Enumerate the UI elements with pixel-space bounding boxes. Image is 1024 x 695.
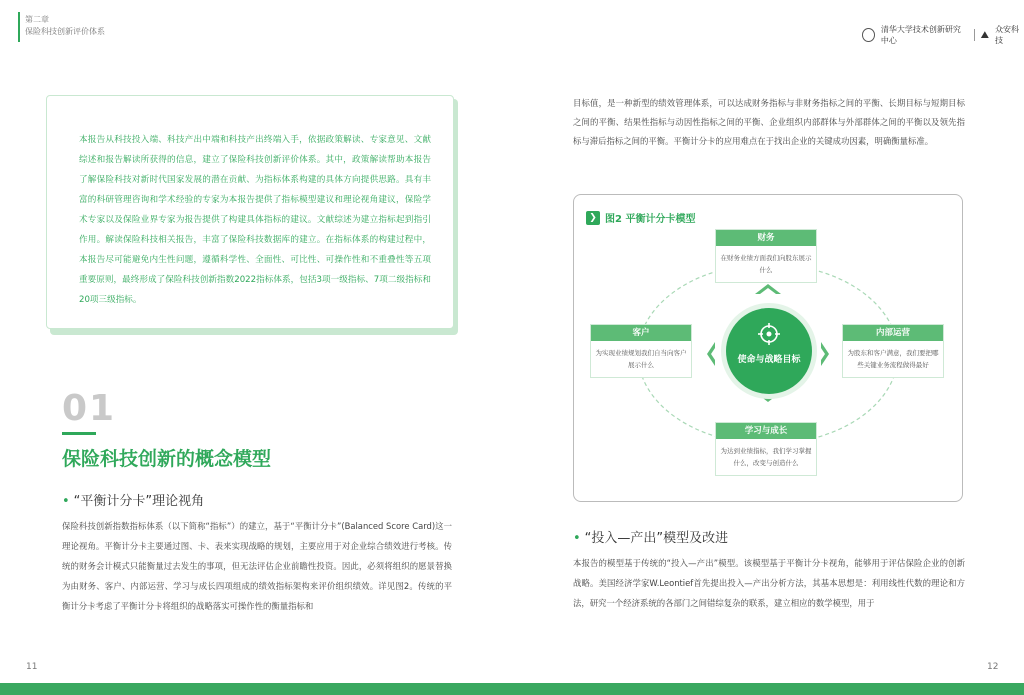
header-accent-bar (18, 12, 20, 42)
card-internal-title: 内部运营 (843, 325, 943, 341)
card-internal (842, 324, 944, 378)
summary-box (46, 95, 454, 329)
logo-mountain-icon: ⛰ (980, 29, 990, 41)
chapter-subtitle: 保险科技创新评价体系 (25, 27, 105, 36)
card-learning (715, 422, 817, 476)
bullet-dot-icon: • (573, 531, 581, 546)
section-number-underline (62, 432, 96, 435)
right-subtitle-text: “投入—产出”模型及改进 (584, 531, 729, 546)
logo-divider (974, 29, 975, 41)
center-label: 使命与战略目标 (737, 355, 801, 365)
card-finance-desc: 在财务业绩方面我们向股东展示什么 (720, 254, 812, 274)
arrow-up-icon (755, 284, 781, 294)
summary-text: 本报告从科技投入端、科技产出中端和科技产出终端入手，依据政策解读、专家意见、文献综述和报告解读所获得的信息，建立了保险科技创新评价体系。其中，政策解读帮助本报告了解保险科技对新时代国家发展的潜在贡献、为指标体系构建的具体方向提供思路。具有丰富的科研管理咨询和学术经验的专家为本报告提供了指标模型建议和理论视角建议，保险学术专家以及保险业界专家为报告提供了构建具体指标的建议。文献综述为建立指标起到指引作用。解读保险科技相关报告，丰富了保险科技数据库的建立。在指标体系的构建过程中，本报告尽可能避免内生性问题，遵循科学性、全面性、可比性、可操作性和不重叠性等五项重要原则，最终形成了保险科技创新指数2022指标体系，包括3项一级指标、7项二级指标和20项三级指标。 (79, 135, 431, 305)
section-subtitle (62, 490, 204, 509)
card-learning-desc: 为达到业绩指标，我们学习掌握什么，改变与创造什么 (720, 447, 812, 467)
section-subtitle-text: “平衡计分卡”理论视角 (73, 494, 205, 509)
card-finance-title: 财务 (716, 230, 816, 246)
header-logos (862, 24, 1024, 46)
card-internal-desc: 为股东和客户满意，我们要把哪些关键业务流程做得最好 (847, 349, 939, 369)
section-title: 保险科技创新的概念模型 (62, 448, 272, 470)
figure-chevron-icon: ❯ (586, 211, 600, 225)
arrow-right-icon (821, 342, 829, 366)
card-customer-title: 客户 (591, 325, 691, 341)
figure-title-text: 图2 平衡计分卡模型 (605, 214, 696, 225)
chapter-label: 第二章 (25, 15, 49, 24)
right-subtitle (573, 527, 728, 546)
card-customer (590, 324, 692, 378)
right-body-text-1: 目标值，是一种新型的绩效管理体系，可以达成财务指标与非财务指标之间的平衡、长期目标与短期目标之间的平衡、结果性指标与动因性指标之间的平衡、企业组织内部群体与外部群体之间的平衡以及领先指标与滞后指标之间的平衡。平衡计分卡的应用难点在于找出企业的关键成功因素，明确衡量标准。 (573, 98, 965, 146)
left-body-text: 保险科技创新指数指标体系（以下简称“指标”）的建立，基于“平衡计分卡”(Balanced Score Card)这一理论视角。平衡计分卡主要通过图、卡、表来实现战略的规划，主要应用于对企业综合绩效进行考核。传统的财务会计模式只能衡量过去发生的事项，但无法评估企业前瞻性投资。因此，必须将组织的愿景替换为由财务、客户、内部运营、学习与成长四项组成的绩效指标架构来评价组织绩效。详见图2。传统的平衡计分卡考虑了平衡计分卡将组织的战略落实可操作性的衡量指标和 (62, 521, 452, 611)
section-number: 01 (62, 388, 117, 429)
page-number-right: 12 (987, 662, 999, 672)
tsinghua-seal-icon (862, 28, 875, 42)
center-circle (726, 308, 812, 394)
card-customer-desc: 为实现业绩规划我们自当向客户展示什么 (595, 349, 687, 369)
logo-text-1: 清华大学技术创新研究中心 (880, 25, 961, 45)
bullet-dot-icon: • (62, 494, 70, 509)
arrow-left-icon (707, 342, 715, 366)
card-finance (715, 229, 817, 283)
page-number-left: 11 (26, 662, 38, 672)
card-learning-title: 学习与成长 (716, 423, 816, 439)
footer-bar (0, 683, 1024, 695)
right-body-text-2: 本报告的模型基于传统的“投入—产出”模型。该模型基于平衡计分卡视角，能够用于评估保险企业的创新战略。美国经济学家W.Leontief首先提出投入—产出分析方法，其基本思想是：利用线性代数的理论和方法，研究一个经济系统的各部门之间错综复杂的联系，建立相应的数学模型，用于 (573, 558, 965, 608)
target-icon (757, 322, 781, 346)
logo-text-2: 众安科技 (995, 25, 1020, 45)
